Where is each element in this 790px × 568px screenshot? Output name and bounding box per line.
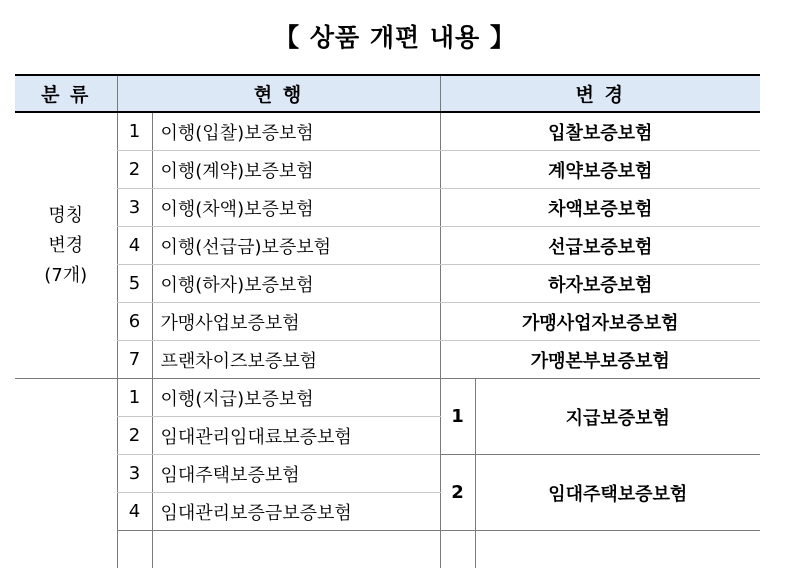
current-product: 이행(지급)보증보험 xyxy=(152,379,440,417)
current-product: 임대관리임대료보증보험 xyxy=(152,417,440,455)
header-category: 분 류 xyxy=(15,75,117,112)
current-product: 임대주택보증보험 xyxy=(152,455,440,493)
category-merge xyxy=(15,379,117,568)
header-changed: 변 경 xyxy=(440,75,760,112)
row-number: 7 xyxy=(117,341,152,379)
table-row xyxy=(15,455,760,493)
merged-group-product xyxy=(475,531,760,568)
row-number: 6 xyxy=(117,303,152,341)
row-number: 5 xyxy=(117,265,152,303)
row-number: 2 xyxy=(117,151,152,189)
merged-group-number: 2 xyxy=(440,455,475,531)
current-product xyxy=(152,531,440,568)
row-number: 1 xyxy=(117,379,152,417)
current-product: 이행(선급금)보증보험 xyxy=(152,227,440,265)
merged-group-number: 1 xyxy=(440,379,475,455)
category-line-1: 명칭 xyxy=(15,201,117,231)
changed-product: 차액보증보험 xyxy=(440,189,760,227)
row-number: 4 xyxy=(117,493,152,531)
table-row xyxy=(15,112,760,151)
header-current: 현 행 xyxy=(117,75,440,112)
current-product: 이행(차액)보증보험 xyxy=(152,189,440,227)
table-row xyxy=(15,303,760,341)
changed-product: 계약보증보험 xyxy=(440,151,760,189)
table-row xyxy=(15,227,760,265)
merged-group-number xyxy=(440,531,475,568)
table-row xyxy=(15,265,760,303)
table-header-row xyxy=(15,75,760,112)
row-number: 2 xyxy=(117,417,152,455)
row-number: 3 xyxy=(117,455,152,493)
row-number xyxy=(117,531,152,568)
table-row xyxy=(15,151,760,189)
current-product: 프랜차이즈보증보험 xyxy=(152,341,440,379)
category-name-change xyxy=(15,112,117,379)
row-number: 1 xyxy=(117,112,152,151)
category-line-2: 변경 xyxy=(15,231,117,261)
current-product: 이행(하자)보증보험 xyxy=(152,265,440,303)
changed-product: 입찰보증보험 xyxy=(440,112,760,151)
changed-product: 하자보증보험 xyxy=(440,265,760,303)
product-change-table xyxy=(15,74,760,568)
table-row-partial xyxy=(15,531,760,568)
current-product: 이행(계약)보증보험 xyxy=(152,151,440,189)
table-row xyxy=(15,189,760,227)
category-line-3: (7개) xyxy=(15,261,117,291)
page-title: 【 상품 개편 내용 】 xyxy=(0,18,790,54)
merged-group-product: 임대주택보증보험 xyxy=(475,455,760,531)
current-product: 가맹사업보증보험 xyxy=(152,303,440,341)
table-row xyxy=(15,341,760,379)
changed-product: 선급보증보험 xyxy=(440,227,760,265)
changed-product: 가맹본부보증보험 xyxy=(440,341,760,379)
table-row xyxy=(15,379,760,417)
row-number: 4 xyxy=(117,227,152,265)
merged-group-product: 지급보증보험 xyxy=(475,379,760,455)
current-product: 임대관리보증금보증보험 xyxy=(152,493,440,531)
current-product: 이행(입찰)보증보험 xyxy=(152,112,440,151)
row-number: 3 xyxy=(117,189,152,227)
changed-product: 가맹사업자보증보험 xyxy=(440,303,760,341)
